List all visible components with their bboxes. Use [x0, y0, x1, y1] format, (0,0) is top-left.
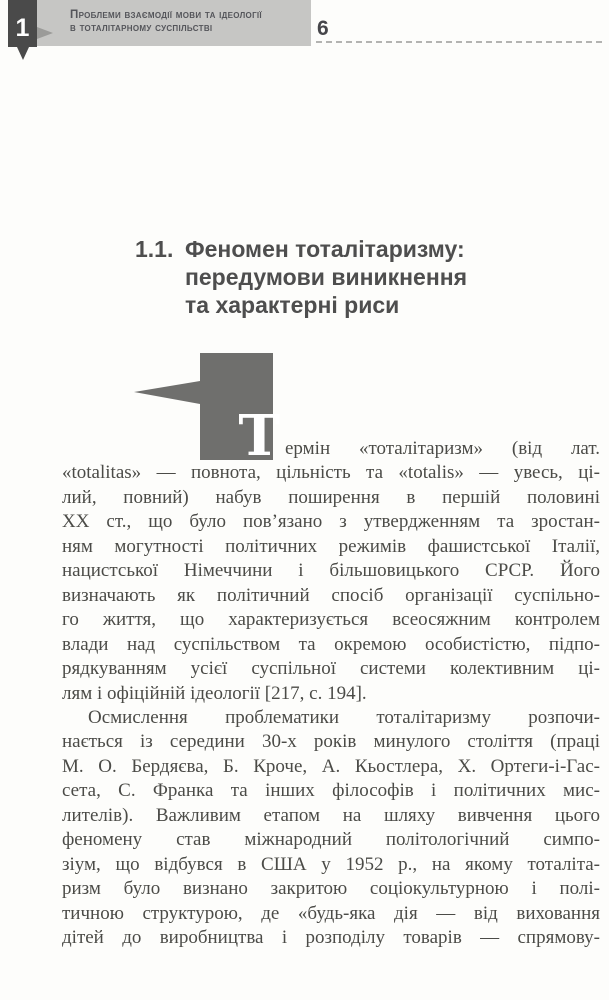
text-line: «totalitas» — повнота, цільність та «totalis» — увесь, ці- — [62, 462, 600, 484]
running-title-line2: в тоталітарному суспільстві — [70, 22, 213, 34]
dropcap-arrow-icon — [134, 381, 200, 404]
running-title-bar — [8, 0, 311, 46]
section-heading — [135, 235, 467, 319]
section-title-line: Феномен тоталітаризму: — [185, 236, 465, 262]
text-line: феномену став міжнародний політологічний симпо- — [62, 829, 600, 851]
chapter-tab-tail-icon — [17, 47, 29, 60]
text-line: зіум, що відбувся в США у 1952 р., на якому тоталіта- — [62, 853, 600, 875]
text-line: лий, повний) набув поширення в першій половині — [62, 486, 600, 508]
header-rule — [316, 41, 602, 43]
text-line: нається із середини 30-х років минулого століття (праці — [62, 731, 600, 753]
paragraph — [62, 437, 600, 706]
text-line: дітей до виробництва і розподілу товарів — спрямову- — [62, 927, 600, 949]
text-line: влади над суспільством та окремою особистістю, підпо- — [62, 633, 600, 655]
dropcap-letter: Т — [238, 403, 280, 469]
section-title-line: передумови виникнення — [185, 264, 468, 290]
paragraph — [62, 706, 600, 951]
text-line: нацистської Німеччини і більшовицького СРСР. Його — [62, 560, 600, 582]
text-line: XX ст., що було пов’язано з утвердженням та зростан- — [62, 511, 600, 533]
chapter-number-box — [8, 0, 37, 47]
text-line: го життя, що характеризується всеосяжним контролем — [62, 609, 600, 631]
text-line: ермін «тоталітаризм» (від лат. — [285, 438, 600, 459]
body-text — [62, 437, 600, 951]
running-title-line1: Проблеми взаємодії мови та ідеології — [70, 9, 262, 21]
chapter-tab-pointer-icon — [37, 27, 53, 39]
text-line: сета, С. Франка та інших філософів і політичних мис- — [62, 780, 600, 802]
text-line: ням могутності політичних режимів фашистської Італії, — [62, 535, 600, 557]
text-line: лителів). Важливим етапом на шляху вивчення цього — [62, 804, 600, 826]
text-line: визначають як політичний спосіб організації суспільно- — [62, 584, 600, 606]
text-line: тичною структурою, де «будь-яка дія — від виховання — [62, 902, 600, 924]
page-number: 6 — [317, 17, 330, 40]
section-title — [185, 235, 467, 319]
text-line: Осмислення проблематики тоталітаризму розпочи- — [88, 706, 600, 728]
text-line: М. О. Бердяєва, Б. Кроче, А. Кьостлера, Х. Ортеги-і-Гас- — [62, 755, 600, 777]
section-number: 1.1. — [135, 236, 174, 262]
text-line: лям і офіційній ідеології [217, с. 194]. — [62, 682, 367, 704]
text-line: рядкуванням усієї суспільної системи колективним ці- — [62, 658, 600, 680]
chapter-number: 1 — [15, 14, 30, 42]
text-line: ризм було визнано закритою соціокультурною і полі- — [62, 878, 600, 900]
running-title — [70, 9, 262, 35]
section-title-line: та характерні риси — [185, 292, 400, 318]
